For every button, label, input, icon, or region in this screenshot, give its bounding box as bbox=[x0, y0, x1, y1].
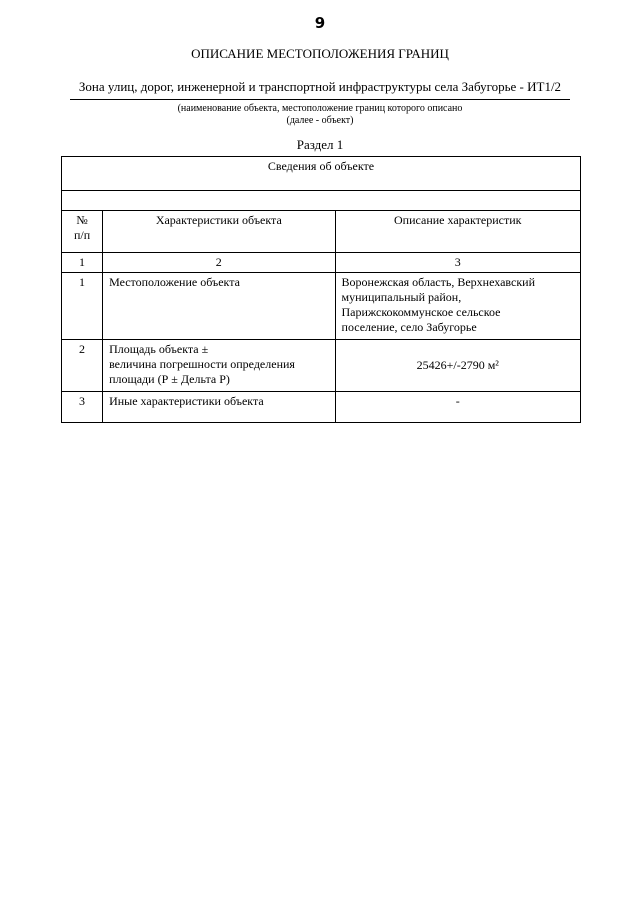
object-name-note bbox=[0, 103, 640, 127]
row-number: 1 bbox=[62, 273, 103, 340]
characteristic-line: величина погрешности определения bbox=[109, 357, 295, 371]
description-line: - bbox=[455, 394, 460, 408]
section-label: Раздел 1 bbox=[296, 137, 344, 152]
object-info-table bbox=[61, 156, 581, 423]
column-number-3: 3 bbox=[335, 253, 580, 273]
row-characteristic bbox=[103, 273, 335, 340]
characteristic-line: Местоположение объекта bbox=[109, 275, 240, 289]
object-note-line-1: (наименование объекта, местоположение границ которого описано bbox=[177, 103, 463, 114]
table-caption-row bbox=[62, 157, 581, 191]
column-number-1: 1 bbox=[62, 253, 103, 273]
page-number: 9 bbox=[314, 14, 326, 32]
header-number-line-1: № bbox=[76, 213, 88, 227]
area-value: 25426+/-2790 м² bbox=[416, 358, 499, 372]
row-number: 3 bbox=[62, 392, 103, 423]
row-characteristic bbox=[103, 392, 335, 423]
description-line: Парижскокоммунское сельское bbox=[341, 305, 501, 319]
description-line: Воронежская область, Верхнехавский bbox=[341, 275, 536, 289]
table-row bbox=[62, 340, 581, 392]
characteristic-line: Площадь объекта ± bbox=[109, 342, 209, 356]
object-note-line-2: (далее - объект) bbox=[286, 115, 354, 126]
table-header-row bbox=[62, 211, 581, 253]
column-number-row bbox=[62, 253, 581, 273]
object-name: Зона улиц, дорог, инженерной и транспортной инфраструктуры села Забугорье - ИТ1/2 bbox=[78, 79, 562, 94]
row-number: 2 bbox=[62, 340, 103, 392]
row-description bbox=[335, 340, 580, 392]
row-characteristic bbox=[103, 340, 335, 392]
characteristic-line: Иные характеристики объекта bbox=[109, 394, 264, 408]
header-number-line-2: п/п bbox=[73, 228, 91, 242]
object-name-underline bbox=[70, 99, 570, 100]
description-line: поселение, село Забугорье bbox=[341, 320, 477, 334]
characteristic-line: площади (Р ± Дельта Р) bbox=[109, 372, 230, 386]
table-row bbox=[62, 392, 581, 423]
document-title: ОПИСАНИЕ МЕСТОПОЛОЖЕНИЯ ГРАНИЦ bbox=[191, 46, 449, 61]
header-characteristics: Характеристики объекта bbox=[103, 211, 335, 253]
header-number bbox=[62, 211, 103, 253]
table-spacer-cell bbox=[62, 191, 581, 211]
table-caption: Сведения об объекте bbox=[62, 157, 581, 191]
row-description bbox=[335, 273, 580, 340]
header-description: Описание характеристик bbox=[335, 211, 580, 253]
table-spacer-row bbox=[62, 191, 581, 211]
table-row bbox=[62, 273, 581, 340]
column-number-2: 2 bbox=[103, 253, 335, 273]
description-line: муниципальный район, bbox=[341, 290, 462, 304]
row-description bbox=[335, 392, 580, 423]
